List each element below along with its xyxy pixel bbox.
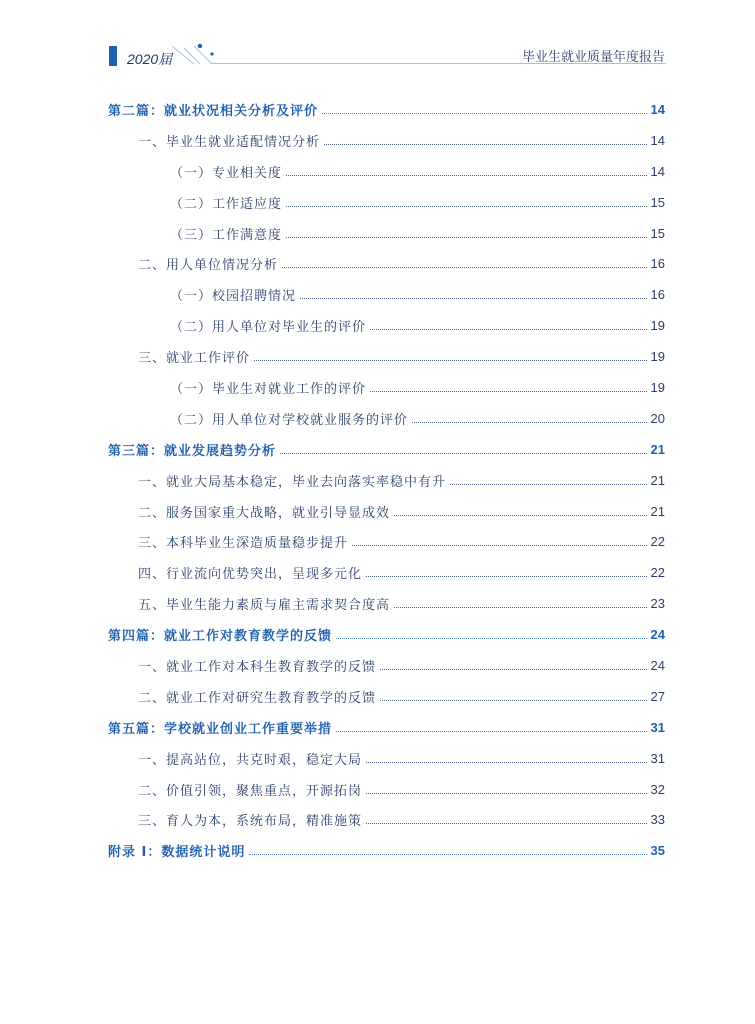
header-accent-bar <box>109 46 117 66</box>
toc-entry[interactable] <box>108 557 665 588</box>
toc-entry-page: 15 <box>650 225 665 241</box>
toc-entry-page: 14 <box>650 101 665 117</box>
toc-entry-title: 三、育人为本，系统布局，精准施策 <box>138 814 363 830</box>
toc-dot-leader <box>394 515 647 516</box>
toc-entry[interactable] <box>108 681 665 712</box>
toc-entry-page: 23 <box>650 596 665 612</box>
toc-dot-leader <box>380 700 647 701</box>
toc-entry[interactable] <box>108 588 665 619</box>
toc-entry[interactable] <box>108 372 665 403</box>
toc-entry-page: 21 <box>650 441 665 457</box>
toc-dot-leader <box>380 669 647 670</box>
toc-entry-page: 16 <box>650 287 665 303</box>
toc-entry-title: 五、毕业生能力素质与雇主需求契合度高 <box>138 598 391 614</box>
header-year: 2020届 <box>127 51 173 67</box>
toc-entry-title: 二、价值引领，聚焦重点，开源拓岗 <box>138 783 363 799</box>
toc-entry[interactable] <box>108 804 665 835</box>
toc-dot-leader <box>412 422 647 423</box>
toc-entry-title: 一、毕业生就业适配情况分析 <box>138 134 321 150</box>
toc-entry[interactable] <box>108 712 665 743</box>
toc-dot-leader <box>336 731 647 732</box>
toc-entry-page: 27 <box>650 688 665 704</box>
toc-entry-page: 15 <box>650 194 665 210</box>
toc-entry-title: （三）工作满意度 <box>170 227 283 243</box>
toc-dot-leader <box>322 113 647 114</box>
toc-entry-page: 19 <box>650 318 665 334</box>
toc-entry[interactable] <box>108 743 665 774</box>
toc-dot-leader <box>370 391 647 392</box>
toc-dot-leader <box>352 545 647 546</box>
toc-dot-leader <box>286 206 647 207</box>
toc-entry-title: 三、就业工作评价 <box>138 351 251 367</box>
toc-dot-leader <box>366 576 647 577</box>
toc-entry-title: 附录 I：数据统计说明 <box>108 845 246 861</box>
toc-entry-page: 24 <box>650 657 665 673</box>
toc-dot-leader <box>366 762 647 763</box>
toc-entry[interactable] <box>108 218 665 249</box>
toc-entry[interactable] <box>108 187 665 218</box>
toc-entry[interactable] <box>108 156 665 187</box>
toc-entry-page: 21 <box>650 472 665 488</box>
toc-entry-page: 35 <box>650 843 665 859</box>
toc-dot-leader <box>280 453 647 454</box>
toc-entry-page: 24 <box>650 627 665 643</box>
toc-dot-leader <box>254 360 647 361</box>
toc-dot-leader <box>286 237 647 238</box>
toc-dot-leader <box>450 484 647 485</box>
toc-entry-title: （二）用人单位对学校就业服务的评价 <box>170 412 409 428</box>
toc-entry-page: 22 <box>650 534 665 550</box>
toc-entry-title: （二）用人单位对毕业生的评价 <box>170 320 367 336</box>
toc-dot-leader <box>249 854 646 855</box>
header-decoration-icon <box>170 42 218 68</box>
toc-entry-title: （一）校园招聘情况 <box>170 289 297 305</box>
toc-entry[interactable] <box>108 310 665 341</box>
toc-entry-page: 32 <box>650 781 665 797</box>
toc-entry-title: （一）专业相关度 <box>170 165 283 181</box>
page-header <box>0 0 755 80</box>
toc-entry-title: 四、行业流向优势突出，呈现多元化 <box>138 567 363 583</box>
toc-entry-title: 二、用人单位情况分析 <box>138 258 279 274</box>
toc-entry-title: （二）工作适应度 <box>170 196 283 212</box>
toc-dot-leader <box>394 607 647 608</box>
toc-entry[interactable] <box>108 279 665 310</box>
toc-entry-page: 31 <box>650 750 665 766</box>
table-of-contents <box>108 94 665 866</box>
toc-entry[interactable] <box>108 619 665 650</box>
toc-entry-title: （一）毕业生对就业工作的评价 <box>170 381 367 397</box>
toc-entry-title: 二、服务国家重大战略，就业引导显成效 <box>138 505 391 521</box>
toc-entry[interactable] <box>108 403 665 434</box>
toc-dot-leader <box>366 793 647 794</box>
toc-dot-leader <box>336 638 647 639</box>
toc-dot-leader <box>300 298 647 299</box>
toc-entry-title: 一、就业大局基本稳定，毕业去向落实率稳中有升 <box>138 474 447 490</box>
toc-entry[interactable] <box>108 774 665 805</box>
toc-entry-page: 21 <box>650 503 665 519</box>
toc-dot-leader <box>324 144 647 145</box>
toc-entry-page: 14 <box>650 132 665 148</box>
toc-entry[interactable] <box>108 341 665 372</box>
toc-dot-leader <box>366 823 647 824</box>
toc-entry-page: 22 <box>650 565 665 581</box>
toc-entry-title: 第四篇：就业工作对教育教学的反馈 <box>108 629 333 645</box>
toc-dot-leader <box>282 267 647 268</box>
toc-dot-leader <box>370 329 647 330</box>
toc-dot-leader <box>286 175 647 176</box>
toc-entry[interactable] <box>108 650 665 681</box>
toc-entry[interactable] <box>108 248 665 279</box>
toc-entry-page: 19 <box>650 349 665 365</box>
toc-entry-page: 19 <box>650 379 665 395</box>
toc-entry-title: 第二篇：就业状况相关分析及评价 <box>108 103 319 119</box>
toc-entry[interactable] <box>108 465 665 496</box>
toc-entry[interactable] <box>108 835 665 866</box>
report-title: 毕业生就业质量年度报告 <box>521 50 665 65</box>
toc-entry[interactable] <box>108 434 665 465</box>
toc-entry-title: 第三篇：就业发展趋势分析 <box>108 443 277 459</box>
toc-entry-title: 第五篇：学校就业创业工作重要举措 <box>108 721 333 737</box>
toc-entry-title: 一、就业工作对本科生教育教学的反馈 <box>138 659 377 675</box>
toc-entry-title: 三、本科毕业生深造质量稳步提升 <box>138 536 349 552</box>
toc-entry-page: 14 <box>650 163 665 179</box>
toc-entry-page: 31 <box>650 719 665 735</box>
toc-entry[interactable] <box>108 526 665 557</box>
toc-entry-page: 16 <box>650 256 665 272</box>
toc-entry-page: 20 <box>650 410 665 426</box>
toc-entry-page: 33 <box>650 812 665 828</box>
toc-entry[interactable] <box>108 496 665 527</box>
toc-entry-title: 二、就业工作对研究生教育教学的反馈 <box>138 690 377 706</box>
toc-entry[interactable] <box>108 94 665 125</box>
toc-entry-title: 一、提高站位，共克时艰，稳定大局 <box>138 752 363 768</box>
toc-entry[interactable] <box>108 125 665 156</box>
